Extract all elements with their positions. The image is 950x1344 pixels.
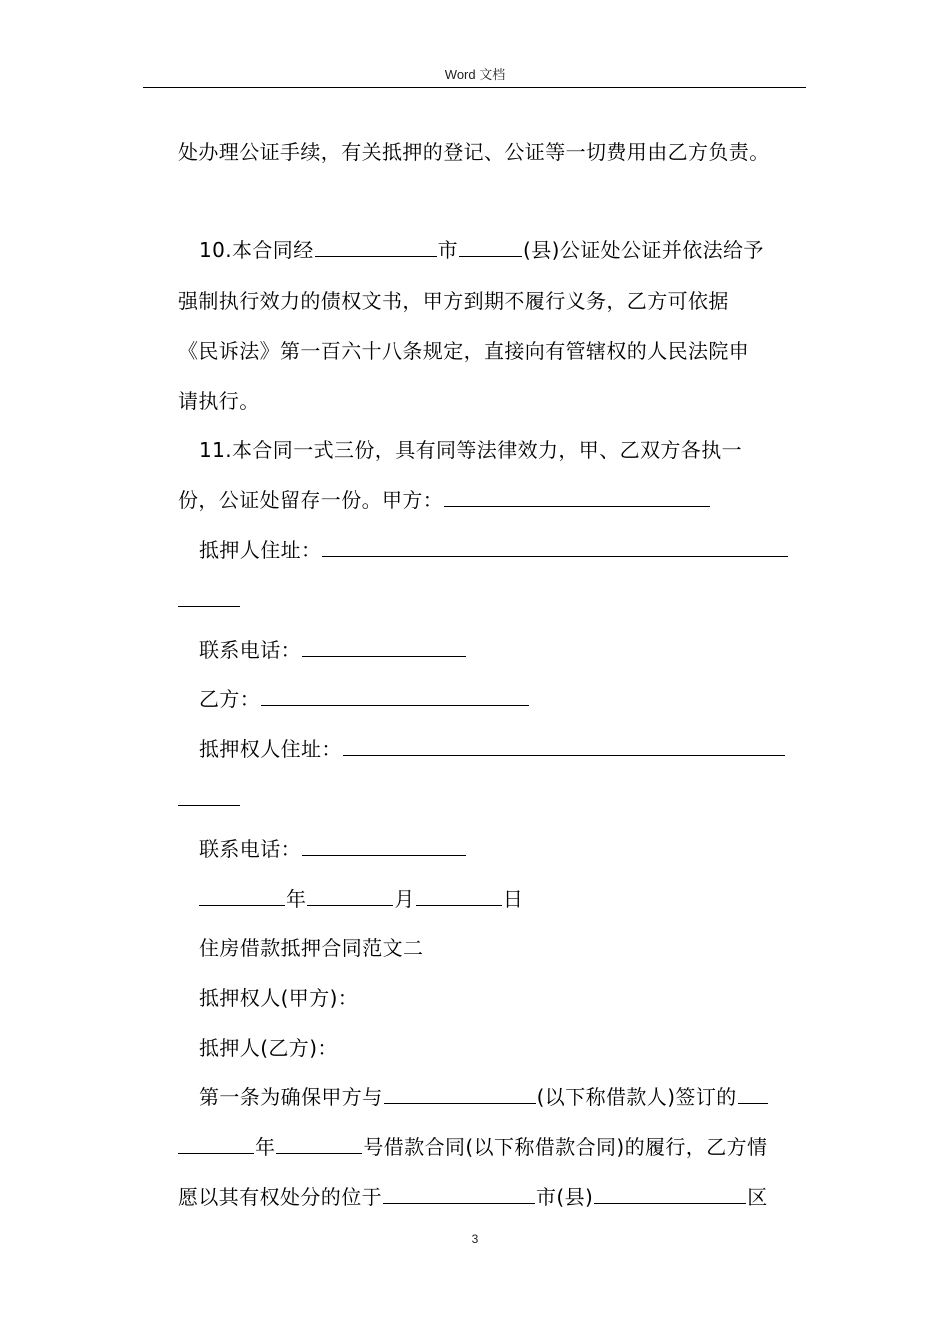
year-label: 年 xyxy=(255,1135,276,1159)
phone-line xyxy=(199,834,839,864)
paragraph-line xyxy=(178,286,818,316)
article-1-line xyxy=(199,1082,839,1112)
phone-blank xyxy=(302,834,466,856)
article-1-line-2 xyxy=(178,1132,818,1162)
county-blank xyxy=(459,235,522,257)
clause-10-text: 10.本合同经 xyxy=(199,238,314,262)
mortgagee-address-line xyxy=(199,734,839,764)
month-blank xyxy=(307,884,393,906)
header-rule xyxy=(143,87,806,88)
page-header: Word 文档 xyxy=(444,67,506,82)
city-blank xyxy=(383,1182,535,1204)
mortgagor-address-label: 抵押人住址： xyxy=(199,538,322,562)
mortgagor-party-line xyxy=(199,1033,839,1063)
phone-line xyxy=(199,635,839,665)
mortgagee-address-label: 抵押权人住址： xyxy=(199,737,342,761)
district-label: 区 xyxy=(747,1185,768,1209)
line-text: 处办理公证手续，有关抵押的登记、公证等一切费用由乙方负责。 xyxy=(178,140,770,164)
line-text: 《民诉法》第一百六十八条规定，直接向有管辖权的人民法院申 xyxy=(178,339,750,363)
phone-label: 联系电话： xyxy=(199,837,301,861)
mortgagor-address-line xyxy=(199,535,839,565)
party-b-blank xyxy=(261,684,529,706)
page-number: 3 xyxy=(471,1232,479,1246)
city-blank xyxy=(315,235,437,257)
city-label: 市 xyxy=(437,238,459,262)
clause-11-text: 11.本合同一式三份，具有同等法律效力，甲、乙双方各执一 xyxy=(199,438,743,462)
month-label: 月 xyxy=(394,887,415,911)
day-label: 日 xyxy=(502,887,524,911)
section-title-text: 住房借款抵押合同范文二 xyxy=(199,936,424,960)
date-line xyxy=(199,884,839,914)
article-1-line-3 xyxy=(178,1182,818,1212)
paragraph-line xyxy=(178,137,818,167)
party-a-line xyxy=(178,485,818,515)
mortgagee-party-line xyxy=(199,983,839,1013)
party-b-label: 乙方： xyxy=(199,687,261,711)
paragraph-line xyxy=(178,386,818,416)
mortgagee-address-blank-cont xyxy=(178,784,240,806)
article-1-text-2: 号借款合同(以下称借款合同)的履行，乙方情 xyxy=(363,1135,768,1159)
day-blank xyxy=(416,884,502,906)
mortgagor-address-blank-cont xyxy=(178,585,240,607)
party-b-line xyxy=(199,684,839,714)
borrower-blank xyxy=(384,1082,536,1104)
phone-blank xyxy=(302,635,466,657)
mortgagor-address-line-cont xyxy=(178,585,818,615)
clause-10-text-cont: (县)公证处公证并依法给予 xyxy=(523,238,764,262)
line-text: 强制执行效力的债权文书，甲方到期不履行义务，乙方可依据 xyxy=(178,289,729,313)
mortgagee-party-label: 抵押权人(甲方)： xyxy=(199,986,359,1010)
article-1-text-cont: (以下称借款人)签订的 xyxy=(536,1085,737,1109)
party-a-label: 份，公证处留存一份。甲方： xyxy=(178,488,444,512)
section-title xyxy=(199,933,839,963)
article-1-text: 第一条为确保甲方与 xyxy=(199,1085,383,1109)
phone-label: 联系电话： xyxy=(199,638,301,662)
year-label: 年 xyxy=(286,887,307,911)
mortgagor-party-label: 抵押人(乙方)： xyxy=(199,1036,338,1060)
mortgagee-address-blank xyxy=(343,734,785,756)
signing-blank xyxy=(738,1082,768,1104)
year-blank xyxy=(199,884,285,906)
city-county-label: 市(县) xyxy=(536,1185,594,1209)
line-text: 请执行。 xyxy=(178,389,260,413)
party-a-blank xyxy=(444,485,710,507)
district-blank xyxy=(594,1182,746,1204)
paragraph-line xyxy=(178,336,818,366)
article-1-text-3: 愿以其有权处分的位于 xyxy=(178,1185,382,1209)
mortgagee-address-line-cont xyxy=(178,784,818,814)
year-blank xyxy=(178,1132,254,1154)
mortgagor-address-blank xyxy=(322,535,788,557)
clause-11-line xyxy=(199,435,839,465)
contract-number-blank xyxy=(276,1132,362,1154)
clause-10-line xyxy=(199,235,839,265)
